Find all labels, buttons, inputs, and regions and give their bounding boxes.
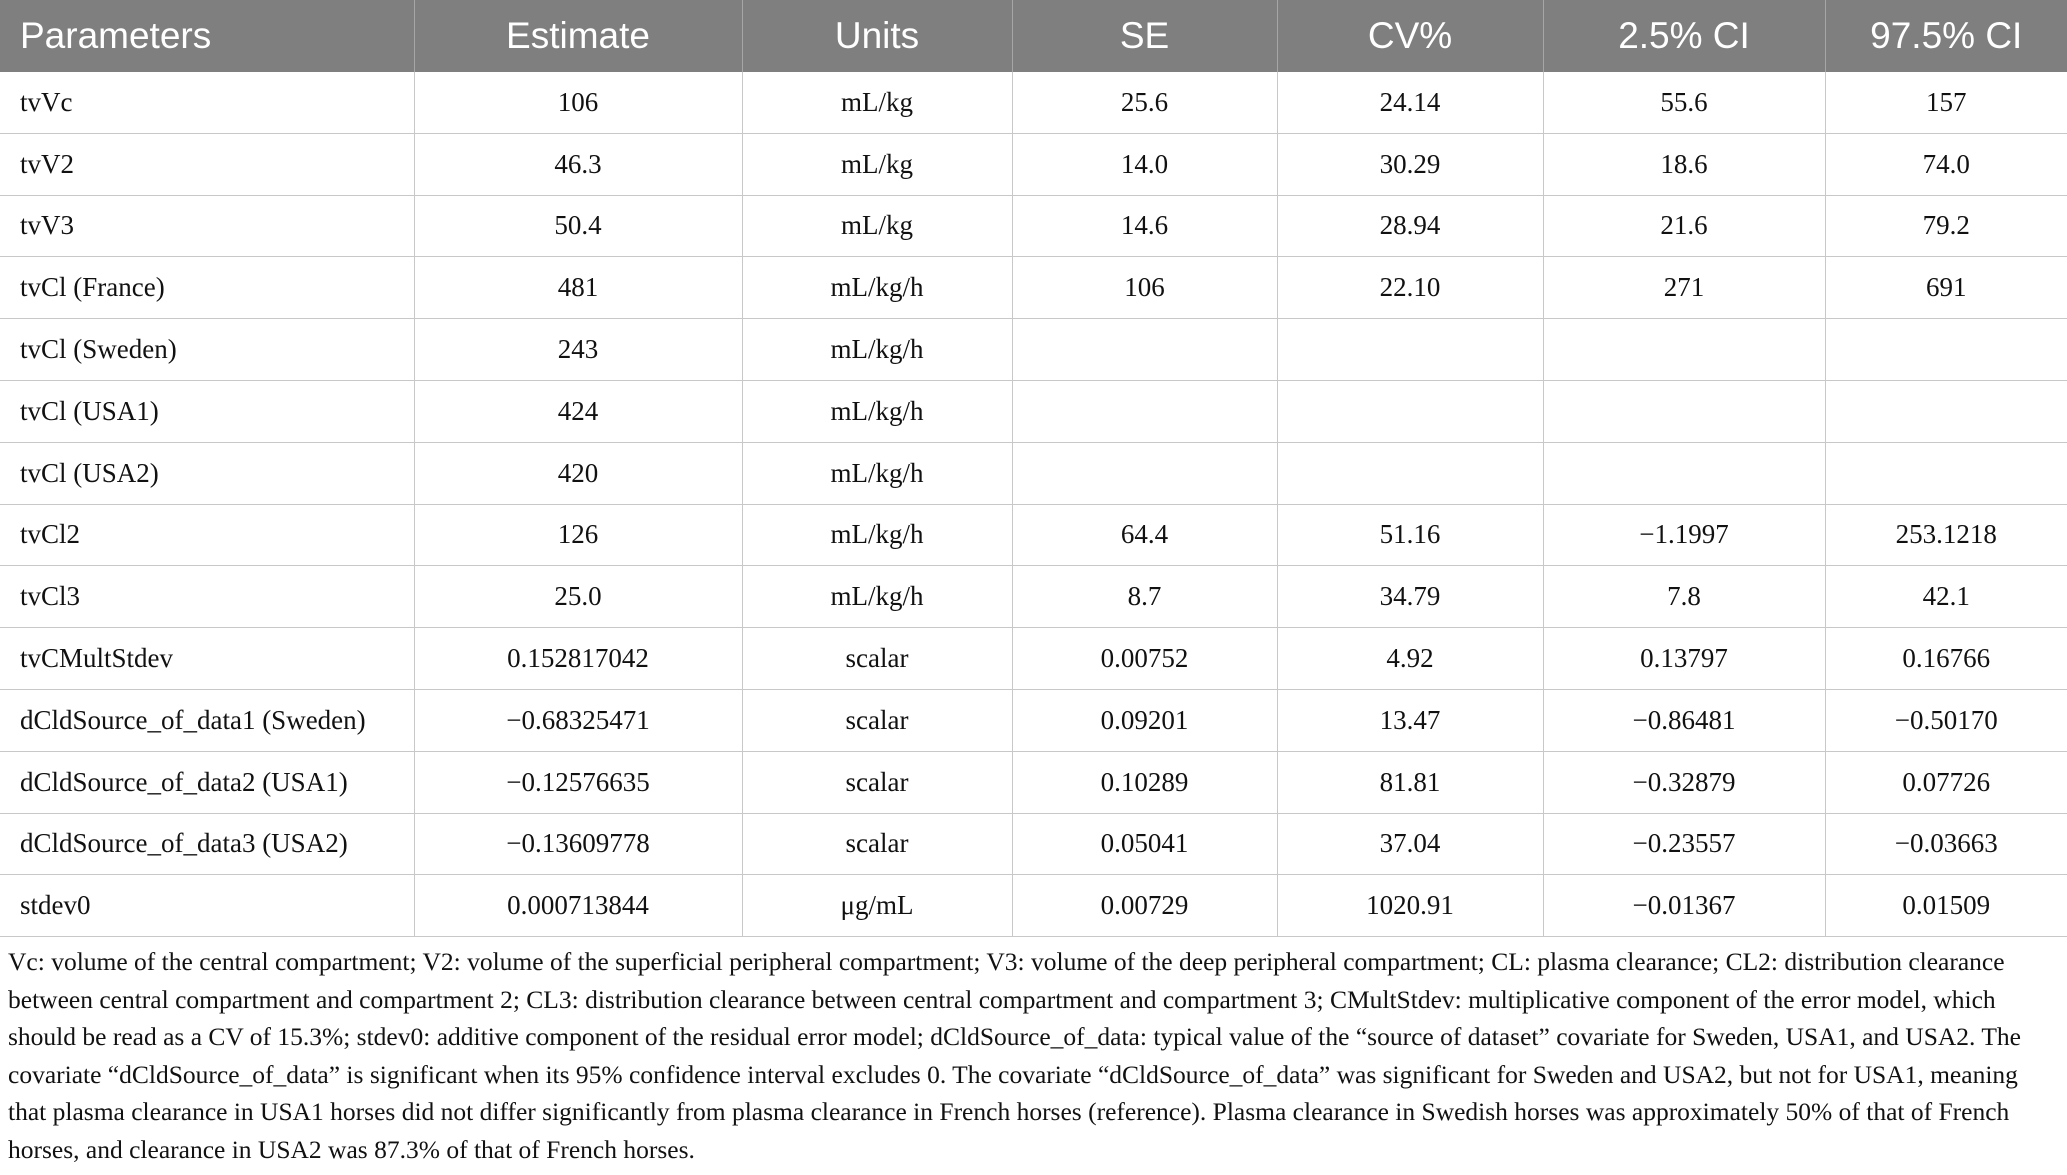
estimate-cell: 420 bbox=[414, 442, 742, 504]
cv-cell: 28.94 bbox=[1277, 195, 1543, 257]
ci-upper-cell: 691 bbox=[1825, 257, 2067, 319]
se-cell: 0.00729 bbox=[1012, 875, 1277, 937]
table-row bbox=[0, 257, 2067, 319]
estimate-cell: −0.13609778 bbox=[414, 813, 742, 875]
parameter-cell: tvCl (USA2) bbox=[0, 442, 414, 504]
column-header-estimate: Estimate bbox=[414, 0, 742, 72]
table-row bbox=[0, 442, 2067, 504]
units-cell: scalar bbox=[742, 689, 1012, 751]
cv-cell: 81.81 bbox=[1277, 751, 1543, 813]
units-cell: scalar bbox=[742, 813, 1012, 875]
cv-cell: 30.29 bbox=[1277, 133, 1543, 195]
parameter-cell: stdev0 bbox=[0, 875, 414, 937]
estimate-cell: 46.3 bbox=[414, 133, 742, 195]
units-cell: mL/kg bbox=[742, 72, 1012, 133]
parameter-cell: tvV3 bbox=[0, 195, 414, 257]
parameter-cell: tvCl2 bbox=[0, 504, 414, 566]
table-row bbox=[0, 195, 2067, 257]
units-cell: mL/kg/h bbox=[742, 380, 1012, 442]
units-cell: mL/kg bbox=[742, 133, 1012, 195]
parameter-cell: tvCl (France) bbox=[0, 257, 414, 319]
ci-upper-cell: 0.16766 bbox=[1825, 628, 2067, 690]
ci-lower-cell: 271 bbox=[1543, 257, 1825, 319]
ci-lower-cell: −0.23557 bbox=[1543, 813, 1825, 875]
estimate-cell: −0.68325471 bbox=[414, 689, 742, 751]
cv-cell bbox=[1277, 380, 1543, 442]
ci-upper-cell bbox=[1825, 380, 2067, 442]
se-cell: 0.09201 bbox=[1012, 689, 1277, 751]
cv-cell: 24.14 bbox=[1277, 72, 1543, 133]
parameter-cell: tvVc bbox=[0, 72, 414, 133]
estimate-cell: 50.4 bbox=[414, 195, 742, 257]
cv-cell: 51.16 bbox=[1277, 504, 1543, 566]
table-row bbox=[0, 133, 2067, 195]
units-cell: mL/kg/h bbox=[742, 442, 1012, 504]
table-body bbox=[0, 72, 2067, 937]
ci-upper-cell: −0.50170 bbox=[1825, 689, 2067, 751]
ci-lower-cell bbox=[1543, 319, 1825, 381]
ci-lower-cell: 21.6 bbox=[1543, 195, 1825, 257]
table-row bbox=[0, 319, 2067, 381]
se-cell bbox=[1012, 442, 1277, 504]
cv-cell: 37.04 bbox=[1277, 813, 1543, 875]
column-header-parameters: Parameters bbox=[0, 0, 414, 72]
column-header-ci-lower: 2.5% CI bbox=[1543, 0, 1825, 72]
table-row bbox=[0, 380, 2067, 442]
ci-upper-cell: 253.1218 bbox=[1825, 504, 2067, 566]
table-row bbox=[0, 689, 2067, 751]
ci-upper-cell: 0.07726 bbox=[1825, 751, 2067, 813]
ci-lower-cell bbox=[1543, 380, 1825, 442]
parameter-cell: tvCl (USA1) bbox=[0, 380, 414, 442]
units-cell: mL/kg/h bbox=[742, 566, 1012, 628]
estimate-cell: 0.000713844 bbox=[414, 875, 742, 937]
estimate-cell: 481 bbox=[414, 257, 742, 319]
estimate-cell: 0.152817042 bbox=[414, 628, 742, 690]
parameter-cell: dCldSource_of_data1 (Sweden) bbox=[0, 689, 414, 751]
ci-lower-cell bbox=[1543, 442, 1825, 504]
table-footnote: Vc: volume of the central compartment; V2: volume of the superficial peripheral compartment; V3: volume of the deep peripheral compartment; CL: plasma clearance; CL2: distribution clearance between central compartment and compartment 2; CL3: distribution clearance between central compartment and compartment 3; CMultStdev: multiplicative component of the error model, which should be read as a CV of 15.3%; stdev0: additive component of the residual error model; dCldSource_of_data: typical value of the “source of dataset” covariate for Sweden, USA1, and USA2. The covariate “dCldSource_of_data” is significant when its 95% confidence interval excludes 0. The covariate “dCldSource_of_data” was significant for Sweden and USA2, but not for USA1, meaning that plasma clearance in USA1 horses did not differ significantly from plasma clearance in French horses (reference). Plasma clearance in Swedish horses was approximately 50% of that of French horses, and clearance in USA2 was 87.3% of that of French horses. bbox=[8, 947, 2021, 1164]
se-cell bbox=[1012, 380, 1277, 442]
ci-upper-cell: 74.0 bbox=[1825, 133, 2067, 195]
table-row bbox=[0, 875, 2067, 937]
table-row bbox=[0, 566, 2067, 628]
column-header-units: Units bbox=[742, 0, 1012, 72]
ci-upper-cell bbox=[1825, 442, 2067, 504]
ci-upper-cell bbox=[1825, 319, 2067, 381]
ci-lower-cell: −0.32879 bbox=[1543, 751, 1825, 813]
ci-upper-cell: 42.1 bbox=[1825, 566, 2067, 628]
estimate-cell: 25.0 bbox=[414, 566, 742, 628]
table-row bbox=[0, 504, 2067, 566]
table-row bbox=[0, 751, 2067, 813]
se-cell: 0.00752 bbox=[1012, 628, 1277, 690]
table-row bbox=[0, 813, 2067, 875]
ci-lower-cell: −1.1997 bbox=[1543, 504, 1825, 566]
cv-cell: 4.92 bbox=[1277, 628, 1543, 690]
ci-lower-cell: 0.13797 bbox=[1543, 628, 1825, 690]
ci-lower-cell: 7.8 bbox=[1543, 566, 1825, 628]
units-cell: mL/kg/h bbox=[742, 257, 1012, 319]
ci-upper-cell: 79.2 bbox=[1825, 195, 2067, 257]
ci-upper-cell: −0.03663 bbox=[1825, 813, 2067, 875]
se-cell: 0.10289 bbox=[1012, 751, 1277, 813]
units-cell: mL/kg/h bbox=[742, 504, 1012, 566]
se-cell: 8.7 bbox=[1012, 566, 1277, 628]
ci-lower-cell: 18.6 bbox=[1543, 133, 1825, 195]
ci-lower-cell: 55.6 bbox=[1543, 72, 1825, 133]
estimate-cell: 126 bbox=[414, 504, 742, 566]
estimate-cell: 424 bbox=[414, 380, 742, 442]
ci-lower-cell: −0.86481 bbox=[1543, 689, 1825, 751]
units-cell: scalar bbox=[742, 751, 1012, 813]
parameter-cell: tvCl (Sweden) bbox=[0, 319, 414, 381]
estimate-cell: 243 bbox=[414, 319, 742, 381]
se-cell: 106 bbox=[1012, 257, 1277, 319]
units-cell: scalar bbox=[742, 628, 1012, 690]
cv-cell: 34.79 bbox=[1277, 566, 1543, 628]
column-header-se: SE bbox=[1012, 0, 1277, 72]
table-row bbox=[0, 72, 2067, 133]
units-cell: mL/kg/h bbox=[742, 319, 1012, 381]
parameter-cell: dCldSource_of_data2 (USA1) bbox=[0, 751, 414, 813]
cv-cell: 22.10 bbox=[1277, 257, 1543, 319]
cv-cell bbox=[1277, 442, 1543, 504]
ci-upper-cell: 0.01509 bbox=[1825, 875, 2067, 937]
parameter-cell: tvCl3 bbox=[0, 566, 414, 628]
se-cell: 64.4 bbox=[1012, 504, 1277, 566]
estimate-cell: 106 bbox=[414, 72, 742, 133]
se-cell bbox=[1012, 319, 1277, 381]
se-cell: 14.6 bbox=[1012, 195, 1277, 257]
units-cell: μg/mL bbox=[742, 875, 1012, 937]
column-header-cv: CV% bbox=[1277, 0, 1543, 72]
cv-cell: 1020.91 bbox=[1277, 875, 1543, 937]
column-header-ci-upper: 97.5% CI bbox=[1825, 0, 2067, 72]
parameter-cell: dCldSource_of_data3 (USA2) bbox=[0, 813, 414, 875]
cv-cell bbox=[1277, 319, 1543, 381]
parameter-cell: tvCMultStdev bbox=[0, 628, 414, 690]
units-cell: mL/kg bbox=[742, 195, 1012, 257]
table-row bbox=[0, 628, 2067, 690]
table-header-row bbox=[0, 0, 2067, 72]
se-cell: 14.0 bbox=[1012, 133, 1277, 195]
parameter-cell: tvV2 bbox=[0, 133, 414, 195]
se-cell: 0.05041 bbox=[1012, 813, 1277, 875]
estimate-cell: −0.12576635 bbox=[414, 751, 742, 813]
ci-upper-cell: 157 bbox=[1825, 72, 2067, 133]
cv-cell: 13.47 bbox=[1277, 689, 1543, 751]
se-cell: 25.6 bbox=[1012, 72, 1277, 133]
ci-lower-cell: −0.01367 bbox=[1543, 875, 1825, 937]
